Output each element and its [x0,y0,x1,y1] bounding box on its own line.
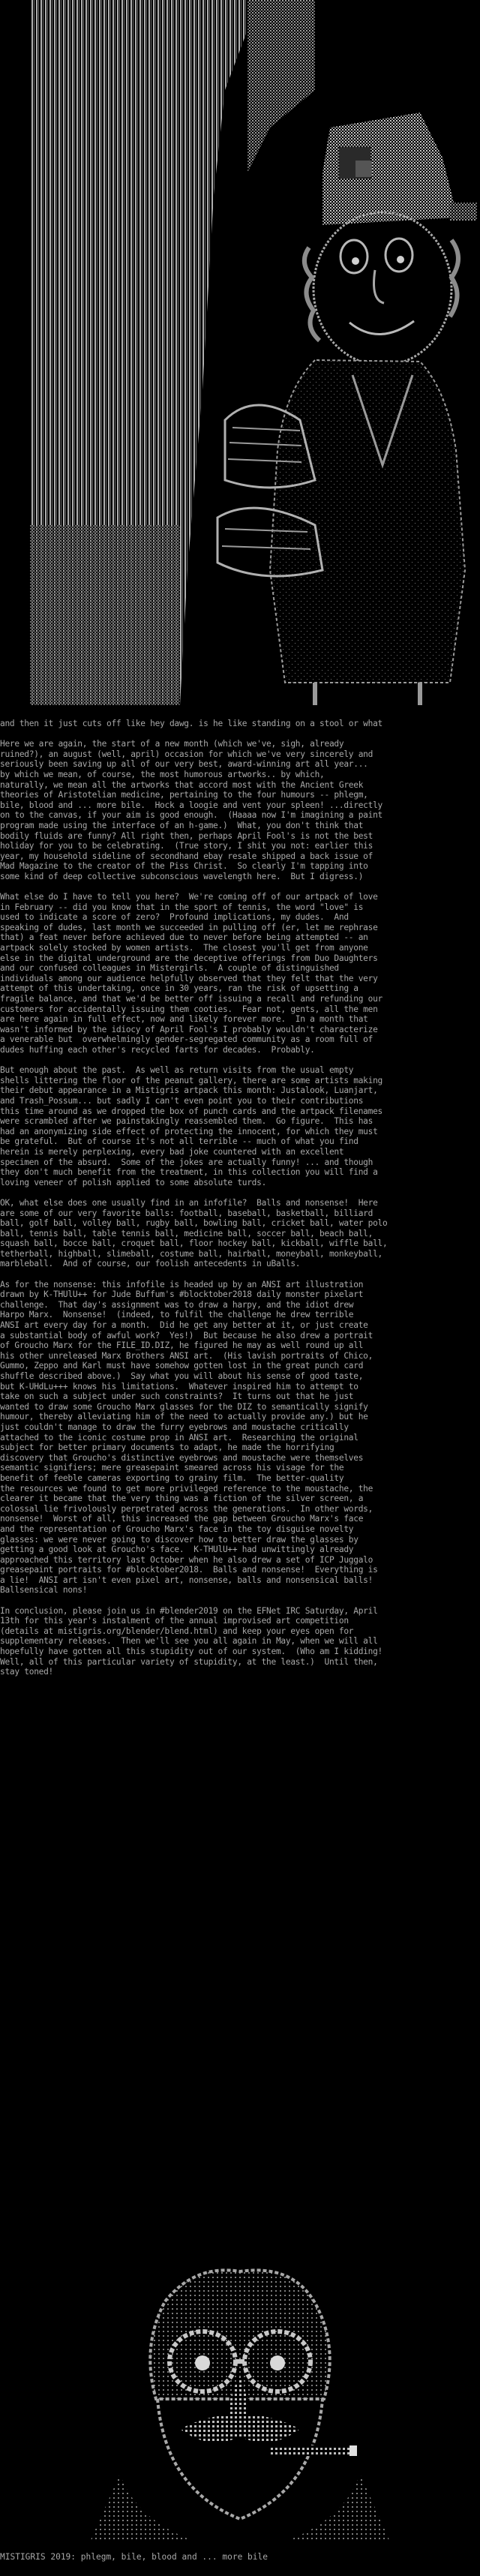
info-paragraph: What else do I have to tell you here? We're coming off of our artpack of love in February -- did you know that in the sport of tennis, the word "love" is used to indicate a score of zero? Profound implications, my dudes. And speaking of dudes, last month we succeeded in pulling off (er, let me rephrase that) a feat never before achieved due to never before being attempted -- an artpack solely stocked by women artists. The closest you'll get from anyone else in the digital underground are the deceptive offerings from Duo Daughters and our confused colleagues in Mistergirls. A couple of distinguished individuals among our audience helpfully observed that they felt that the very attempt of this undertaking, once in 30 years, ran the risk of upsetting a fragile balance, and that we'd be better off issuing a recall and refunding our customers for accidentally issuing them cooties. Fear not, gents, all the men are here again in full effect, now and likely forever more. In a month that wasn't informed by the idiocy of April Fool's I probably wouldn't characterize a venerable but overwhelmingly gender-segregated community as a room full of dudes huffing each other's recycled farts for decades. Probably. [0,892,382,1055]
info-paragraph: In conclusion, please join us in #blender2019 on the EFNet IRC Saturday, April 13th for this year's instalment of the annual improvised art competition (details at mistigris.org/blender/blend.html) and keep your eyes open for supplementary releases. Then we'll see you all again in May, when we will all hopefully have gotten all this stupidity out of our system. (Who am I kidding! Well, all of this particular variety of stupidity, at the least.) Until then, stay toned! [0,1605,382,1677]
ascii-art-figure-leaning-on-curtain [0,0,480,714]
info-paragraph: But enough about the past. As well as return visits from the usual empty shells littering the floor of the peanut gallery, there are some artists making their debut appearance in a Mistigris artpack this month: Justalook, Luanjart, and Trash_Possum... but sadly I can't even point you to their contributions this time around as we dropped the box of punch cards and the artpack filenames were scrambled after we painstakingly reassembled them. Go figure. This has had an anonymizing side effect of protecting the innocent, for which they must be grateful. But of course it's not all terrible -- much of what you find herein is merely perplexing, every bad joke countered with an excellent specimen of the absurd. Some of the jokes are actually funny! ... and though they don't much benefit from the treatment, in this collection you will find a loving veneer of polish applied to some absolute turds. [0,1065,382,1187]
ascii-art-face-with-glasses-logo [45,2249,435,2545]
art-caption: and then it just cuts off like hey dawg. is he like standing on a stool or what [0,719,382,728]
info-paragraph: As for the nonsense: this infofile is headed up by an ANSI art illustration drawn by K-THUlU++ for Jude Buffum's #blocktober2018 daily monster pixelart challenge. That day's assignment was to draw a harpy, and the idiot drew Harpo Marx. Nonsense! (indeed, to fulfil the challenge he drew terrible ANSI art every day for a month. Did he get any better at it, or just create a substantial body of awful work? Yes!) But because he also drew a portrait of Groucho Marx for the FILE_ID.DIZ, he figured he may as well round up all his other unreleased Marx Brothers ANSI art. (His lavish portraits of Chico, Gummo, Zeppo and Karl must have somehow gotten lost in the great punch card shuffle described above.) Say what you will about his sense of good taste, but K-UHdLu+++ knows his limitations. Whatever inspired him to attempt to take on such a subject under such constraints? It turns out that he just wanted to draw some Groucho Marx glasses for the DIZ to semantically signify humour, thereby alleviating him of the need to actually provide any.) but he just couldn't manage to draw the furry eyebrows and moustache critically attached to the iconic costume prop in ANSI art. Researching the original subject for better primary documents to adapt, he made the horrifying discovery that Groucho's distinctive eyebrows and moustache were themselves semantic signifiers; mere greasepaint smeared across his visage for the benefit of feeble cameras exporting to grainy film. The better-quality the resources we found to get more privileged reference to the moustache, the clearer it became that the very thing was a fiction of the silver screen, a colossal lie frivolously perpetrated across the generations. In other words, nonsense! Worst of all, this increased the gap between Groucho Marx's face and the representation of Groucho Marx's face in the toy disguise novelty glasses: we were never going to discover how to better draw the glasses by getting a good look at Groucho's face. K-THUlU++ had unwittingly already approached this territory last October when he also drew a set of ICP Juggalo greasepaint portraits for #blocktober2018. Balls and nonsense! Everything is a lie! ANSI art isn't even pixel art, nonsense, balls and nonsensical balls! Ballsensical nons! [0,1279,378,1596]
info-paragraph: OK, what else does one usually find in an infofile? Balls and nonsense! Here are some of our very favorite balls: football, baseball, basketball, billiard ball, golf ball, volley ball, rugby ball, bowling ball, cricket ball, water polo ball, tennis ball, table tennis ball, medicine ball, soccer ball, beach ball, squash ball, bocce ball, croquet ball, floor hockey ball, kickball, wiffle ball, tetherball, highball, slimeball, costume ball, hairball, moneyball, monkeyball, marbleball. And of course, our foolish antecedents in uBalls. [0,1197,388,1269]
footer-credit: MISTIGRIS 2019: phlegm, bile, blood and ... more bile [0,2552,268,2562]
info-paragraph: Here we are again, the start of a new month (which we've, sigh, already ruined?), an august (well, april) occasion for which we've very sincerely and seriously been saving up all of our very best, award-winning art all year... by which we mean, of course, the most humorous artworks.. by which, naturally, we mean all the artworks that accord most with the Ancient Greek theories of Aristotelian medicine, pertaining to the four humours -- phlegm, bile, blood and ... more bile. Hock a loogie and vent your spleen! ...directly on to the canvas, if your aim is good enough. (Haaaa now I'm imagining a paint program made using the interface of an h-game.) What, you don't think that bodily fluids are funny? All right then, perhaps April Fool's is not the best holiday for you to be celebrating. (True story, I shit you not: earlier this year, my household sideline of secondhand ebay resale shipped a back issue of Mad Magazine to the creator of the Piss Christ. So clearly I'm tapping into some kind of deep collective subconscious wavelength here. But I digress.) [0,739,382,881]
info-text [0,719,480,1677]
